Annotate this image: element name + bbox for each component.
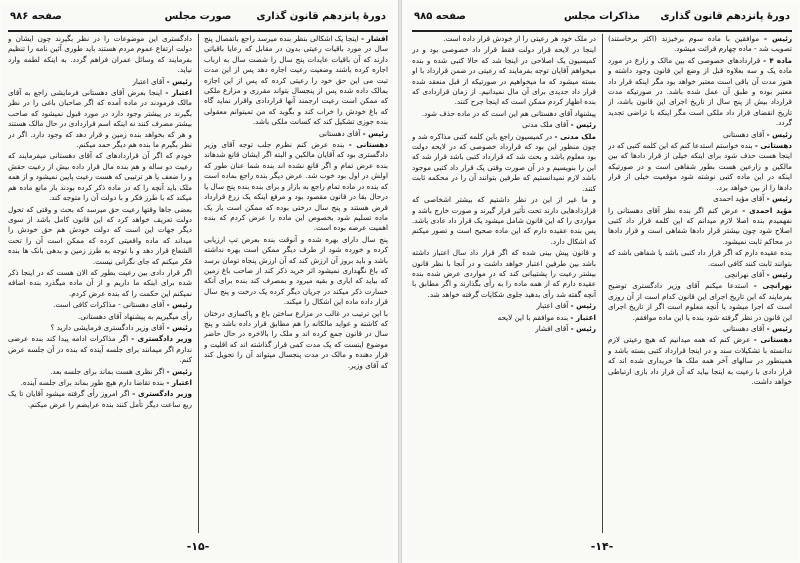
speech-paragraph bbox=[608, 206, 792, 248]
page-number: -۱۴- bbox=[590, 540, 614, 553]
speech-paragraph bbox=[8, 312, 192, 322]
speech-paragraph bbox=[608, 194, 792, 204]
speaker-name: ماده ۴ - bbox=[763, 55, 792, 65]
page-label: صفحه ۹۸۵ bbox=[414, 11, 466, 22]
speech-paragraph bbox=[412, 45, 596, 107]
text-column-right bbox=[204, 34, 388, 533]
speech-paragraph bbox=[204, 129, 388, 139]
speaker-name: وزیر دادگستری - bbox=[132, 389, 192, 399]
speech-paragraph bbox=[8, 300, 192, 310]
speech-paragraph bbox=[204, 34, 388, 128]
speech-text: اگر امروز رأی گرفته میشود آقایان تا یک ربع ساعت دیگر تأمل کنند بنده عرایضم را عرض میکنم. bbox=[8, 389, 192, 409]
column-divider bbox=[198, 34, 199, 533]
speaker-name: اعتبار - bbox=[165, 88, 192, 98]
speech-text: پنج سال دارای بهره شده و آنوقت بنده بعرض تپ ارزیابی کرده و خورده شود از طرف دیگر ممکن است بهره نداشته باشد و باید بروز آن ارزش کند که آن ارزش پنجاه تومان برسد که باغ نگهداری نمیشود اثر خرید ذکر کند از صاحب باغ زمین که بیاید که ایاری و بقیه میرود و بمصرف کند بنده برای آنکه خسارت ذکر میکند در جریان دیگر کرده یک درخت و پنج سال قرار داده ماده این اشکال را میکند. bbox=[204, 234, 388, 307]
speech-paragraph bbox=[608, 281, 792, 323]
speech-paragraph bbox=[8, 323, 192, 333]
page-label: صفحه ۹۸۶ bbox=[10, 11, 62, 22]
speech-text: آقای دهستانی bbox=[722, 129, 765, 139]
speech-text: آقای دهستانی - مذاکرات کافی است. bbox=[53, 300, 165, 310]
speaker-name: رئیس - bbox=[766, 323, 792, 333]
speech-text: دادگستری این موضوعات را در نظر بگیرند چون ایشان و دولت ارتفاع عموم مردم هستند باید طوری آئین نامه را تنظیم بفرمایند که وسائل عمران فراهم گردد. به اینکه لطمه وارد نیاید. bbox=[8, 34, 192, 75]
speech-text: اینجا در لایحه قرار دولت فقط قرار داد خصوصی بود و در کمیسیون یک اصلاحی در اینجا شد که حالا کتبی شده و بنده میخواهم آقایان توجه بفرمایند که رعیتی در ضمن قرارداد با او بسته میشود که ما میخواهیم در صورتیکه از قبل منعقد شده قرار داد جدیدی برای آن مال نمیدانیم. از زمان قراردادی که بنده اظهار کردم ممکن است که اینجا جرح کنند. bbox=[412, 45, 596, 107]
speech-paragraph bbox=[608, 324, 792, 334]
speaker-name: رئیس - bbox=[166, 322, 192, 332]
speech-text: و ما غیر از این در نظر داشتیم که بیشتر اشخاصی که قراردادهایی دارند تحت تأثیر قرار گیرند و صورت خارج باشد و مواردی را که این قانون شامل میشود یک قرار داد عادی باشد. پس بنده عقیده دارم که این ماده صحیح است و تصور میکنم که اشکال دارد. bbox=[412, 195, 596, 246]
speech-paragraph bbox=[608, 141, 792, 193]
speaker-name: رئیس - bbox=[166, 76, 192, 86]
speech-text: بنده تقاضا دارم هیچ طور بماند برای جلسه آینده. bbox=[20, 378, 165, 387]
column-divider bbox=[602, 34, 603, 533]
text-column-left bbox=[8, 34, 192, 533]
speech-text: رأی میگیریم به پیشنهاد آقای دهستانی. bbox=[77, 311, 192, 321]
speaker-name: وزیر دادگستری - bbox=[131, 334, 192, 344]
speech-text: موافقین با ماده سوم برخیزند (اکثر برخاستند) تصویب شد - ماده چهارم قرائت میشود. bbox=[608, 34, 792, 54]
speech-paragraph bbox=[608, 248, 792, 269]
speech-paragraph bbox=[8, 151, 192, 203]
speech-paragraph bbox=[412, 313, 596, 323]
speech-paragraph bbox=[8, 367, 192, 377]
speaker-name: رئیس - bbox=[766, 269, 792, 279]
speaker-name: نهرانچی - bbox=[753, 281, 792, 291]
speech-text: عرض کنم اگر بنده نظر آقای دهستانی را نفهمیدم بنده اصلا لازم میدانم که این کلمه قرار داد کتبی اصلاح شود چون بیشتر قرار دادها شفاهی است و قرار دادها در محاکم ثابت نمیشود. bbox=[608, 205, 792, 246]
speaker-name: رئیس - bbox=[166, 366, 192, 376]
speech-paragraph bbox=[608, 270, 792, 280]
text-column-left bbox=[412, 34, 596, 533]
speech-paragraph bbox=[8, 268, 192, 299]
speech-paragraph bbox=[412, 34, 596, 44]
speech-paragraph bbox=[204, 309, 388, 371]
speech-paragraph bbox=[412, 324, 596, 334]
speech-paragraph bbox=[412, 195, 596, 247]
speech-text: آقای وزیر دادگستری فرمایشی دارید ؟ bbox=[50, 322, 165, 332]
speaker-name: اعتبار - bbox=[570, 312, 596, 322]
speech-paragraph bbox=[608, 34, 792, 55]
speech-paragraph bbox=[608, 130, 792, 140]
speech-text: بنده عرض کنم نظرم جلب توجه آقای وزیر دادگستری بود که آقایان مالکین و البته اگر ایشان قانع شدهاند بنده عرض تمام و اگر قانع نشده اند بنده شما عنان طور که اولش در اول بود خوب شد. عرض دیگر بنده راجع بماده است که بنده در ماده تمام راجع به بازار و برای بنده بنده پنج سال یا درحال بقا در قانون مقصود بود و مرفع اینکه یک زرع قرارداد قرض هستند و پنج سال درختی بوده که ممکن است باز یک ماده تسلیم شود بخصوص این ماده را عرض کردم که بنده اهمیت عرضه بوده است. bbox=[204, 140, 388, 233]
speech-text: آقای نهرانچی bbox=[724, 269, 765, 279]
speech-text: اینجا یک اشکالی بنظر بنده میرسد راجع باتفصال پنج سال در مورد باقیات رعیتی بدون در مقابل که رعایا باقیاتی دارند که آن باقیات عایدات پنج سال را شصت سال به ارباب اجاره کرده باشند وضعیت رعیت اجاره دهد پس از این مدت تبت می این حق خود را رعیتی کرده که پس از این اجازه بمالک داده شده پس از پنجسال بتواند مقرری و مزارع ملکی که ممکن است رعیت ارجمند آنها قراردادی واقرار نماید گاه که باغ خودش را خراب کند و بگوید که من تمیتوانم معقولی بنده جوزی تشکیل کند که کسانت ملکی باشد. bbox=[204, 34, 388, 127]
session-title: دورهٔ پانزدهم قانون گذاری bbox=[660, 11, 790, 22]
speaker-name: افشار - bbox=[361, 34, 388, 43]
speech-text: آقای افشار bbox=[535, 323, 569, 333]
speaker-name: رئیس - bbox=[570, 120, 596, 130]
text-column-right bbox=[608, 34, 792, 533]
speech-text: خودم که اگر آن قراردادهای که آقای دهستانی میفرمایند که رعیت دو ساله و هم بنده مال قرار داده بیش از رعیت حقش و را ضعف یا هر ترتیبی که هست رعیت پایین نمیشود و از همه ملک باید آنچه را که در ماده ذکر کرده بودند بار مانع ماده هم میکند که با طرز فکر و با دولت آن را متوجه کند. bbox=[8, 151, 192, 203]
speech-paragraph bbox=[412, 109, 596, 119]
speech-text: در کمیسیون راجع باین کلمه کتبی مذاکره شد و چون منظور این بود که قرارداد خصوصی که در لایحه دولت بود معلوم باشد و بحث شد که قرارداد کتبی باشد قرار شد که این را بنویسیم و در آن صورت وقتی یک قرار داد کتبی موجود باشد لازم نمیدانستیم که طرفین بتوانند آن را در محکمه ثابت کنند. bbox=[412, 131, 596, 193]
speech-paragraph bbox=[608, 56, 792, 129]
speech-paragraph bbox=[412, 301, 596, 311]
right-page-header bbox=[412, 8, 792, 32]
speech-paragraph bbox=[204, 140, 388, 234]
right-page-columns bbox=[412, 34, 792, 533]
speech-text: بنده عقیده دارم که اگر قرار داد کتبی باشد یا شفاهی باشد که بتوانند ثابت کنند کافی است. bbox=[608, 248, 792, 268]
speech-paragraph bbox=[8, 378, 192, 388]
speech-text: اگر نظری هست بماند برای جلسه بعد. bbox=[50, 366, 165, 376]
speech-text: بنده موافقم با این لایحه bbox=[497, 312, 569, 322]
speech-text: آقای مؤید احمدی bbox=[713, 194, 765, 204]
speech-text: عرض کنم که همه میدانیم که هیچ رعیتی لازم ندانسته با تشکیلات سند و در اینجا قرارداد کتبی بسته باشد و همینطور در سالهای آخر همه ملک ها خریداری شده اند که قرار دادی با رعیت به اینجا بیاید که آن قرار داد بازی ارتباطی خواهد داشت. bbox=[608, 335, 792, 386]
speech-text: اگر مذاکرات ادامه پیدا کند بنده عرضی ندارم اگر میمانند برای جلسه آینده که بنده در آن جلسه عرض کنم. bbox=[8, 334, 192, 365]
speech-paragraph bbox=[412, 132, 596, 194]
speech-text: آقای دهستانی bbox=[722, 323, 765, 333]
speech-text: بنده خواستم استدعا کنم که این کلمه کتبی که در اینجا هست حذف شود برای اینکه خیلی از قرار دادها که بین مالکین و زارعین هست بطور شفاهی است و در صورتیکه اینکه در این ماده کتبی نوشته شود موقعیت خیلی از قرار دادها را از بین خواهد برد. bbox=[608, 141, 792, 192]
speaker-name: مؤید احمدی - bbox=[742, 205, 792, 215]
book-gutter bbox=[398, 0, 402, 563]
speech-paragraph bbox=[8, 34, 192, 76]
speech-paragraph bbox=[8, 77, 192, 87]
speaker-name: ملک مدنی - bbox=[554, 131, 596, 141]
speech-paragraph bbox=[412, 248, 596, 300]
left-page bbox=[2, 4, 394, 559]
speech-text: اینجا بعرض آقای دهستانی فرمایشی راجع به آقای مالک فرمودند در ماده آمده که اگر صاحبان باغی را در نظر بگیرند در پیشتر وجود دارد در مورد قبول نمیشود که صاحب بیشتر مصرف کنند نه اینکه اسم قراردادی در حال مالک هستند و هر که بخواهد بنده زمین و قرار دهد که وجود دارد. اگر در نظر بگیرم ما بنده هم دیگر حمد میکنم. bbox=[8, 88, 192, 150]
speech-paragraph bbox=[8, 334, 192, 365]
speech-paragraph bbox=[608, 335, 792, 387]
speaker-name: رئیس - bbox=[166, 300, 192, 310]
speech-text: آقای اعتبار bbox=[132, 76, 165, 86]
speaker-name: رئیس - bbox=[362, 128, 388, 138]
journal-title: مذاکرات مجلس bbox=[563, 11, 641, 22]
speaker-name: دهستانی - bbox=[348, 140, 388, 150]
left-page-header bbox=[8, 8, 388, 32]
speaker-name: دهستانی - bbox=[754, 141, 792, 151]
speech-paragraph bbox=[8, 389, 192, 410]
speaker-name: دهستانی - bbox=[753, 335, 792, 345]
speech-text: در ملک خود هر رعیتی را از خودش قرار داده است. bbox=[443, 34, 596, 43]
speech-paragraph bbox=[204, 235, 388, 308]
speaker-name: رئیس - bbox=[763, 34, 792, 43]
speaker-name: رئیس - bbox=[766, 194, 792, 204]
speech-text: قراردادهای خصوصی که بین مالک و زارع در مورد ماده یک و سه بعلاوه قبل از وضع این قانون وجود داشته و هنوز مدت آن باقی است معتبر خواهد بود مگر اینکه قرار داد معتبر بوده و طبق آن عمل شده باشد. در صورتیکه مدت قرارداد بیش از پنج سال از تاریخ اجرای این قانون باشد، از تاریخ انقضای قرار داد ملکی است مگر اینکه با تراضی تجدید گردد. bbox=[608, 55, 792, 128]
journal-title: صورت مجلس bbox=[164, 11, 232, 22]
right-page bbox=[406, 4, 798, 559]
speaker-name: اعتبار - bbox=[166, 378, 192, 387]
speech-text: پیشنهاد آقای دهستانی هم این است که در ماده حذف شود. bbox=[421, 108, 596, 118]
speaker-name: رئیس - bbox=[570, 323, 596, 333]
speech-text: استدعا میکنم آقای وزیر دادگستری توضیح بفرمایند که این تاریخ اجرای این قانون کدام است از آن روزی است که اجرا میشود یا آنچه معلوم است اگر از تاریخ اجرای این قانون در نظر گرفته شود بنده با این ماده موافقم. bbox=[608, 281, 792, 322]
speech-paragraph bbox=[8, 205, 192, 267]
speaker-name: رئیس - bbox=[766, 129, 792, 139]
session-title: دورهٔ پانزدهم قانون گذاری bbox=[256, 11, 386, 22]
speech-text: اگر قرار دادی بین رعیت بطور که الان هست که در اینجا ذکر شده برای اینکه ما داریم و از آن ماده میگذرد بنده اضافه نمیکنم این حکمت را که بنده عرض کردم. bbox=[8, 267, 192, 298]
speech-text: بعضی جاها وقتها رعیت حق میرسد که بحث و وقتی که تحول دولت تعریف خواهد کرد که این قانون کامل باشد از سوی دیگر جهات این است که دولت خودش هم حق خودش را میداند که ماده واقعیتی کرده که ممکن است آن را تحت الشعاع قرار دهد و با توجه به طرز زمین و بدهی بانک ها بنده فکر میکنم که جای نگرانی نیست. bbox=[8, 204, 192, 266]
speech-text: آقای اعتبار bbox=[536, 301, 569, 311]
page-number: -۱۵- bbox=[186, 540, 210, 553]
speech-text: آقای ملک مدنی bbox=[522, 120, 569, 130]
speech-text: با این ترتیب در غالب در مزارع ساختن باغ و پاکسازی درختان که کاشته و عواید مالکانه را هم مطابق قرار داده باشد و پنج سال در قانون جمع کرده اند و ملک را بالاخره در حال حاضر موضوع اینست که یک مدت کمی قرار گذاشته اند که اقلیت و قرار دهنده و مالک در مدت پنجسال میتواند آن را تحویل کند که آقای وزیر. bbox=[204, 308, 388, 370]
left-page-columns bbox=[8, 34, 388, 533]
speech-text: آقای دهستانی bbox=[318, 128, 361, 138]
speech-paragraph bbox=[412, 120, 596, 130]
speech-paragraph bbox=[8, 88, 192, 150]
speech-text: و قانون پیش بینی شده که اگر قرار داد سال اعتبار داشته باشد بین طرفین اعتبار خواهد داشت و در آنجا با نظر قانون بیشتر رعیت را پشتیبانی کند که در مواردی عرض شده بنده عقیده دارم که از همه ماده را به رأی بگذارند و اگر مطابق با آنچه گفته شد رأی بدهید جلوی شکایات گرفته خواهد شد. bbox=[412, 248, 596, 299]
speaker-name: رئیس - bbox=[570, 301, 596, 311]
